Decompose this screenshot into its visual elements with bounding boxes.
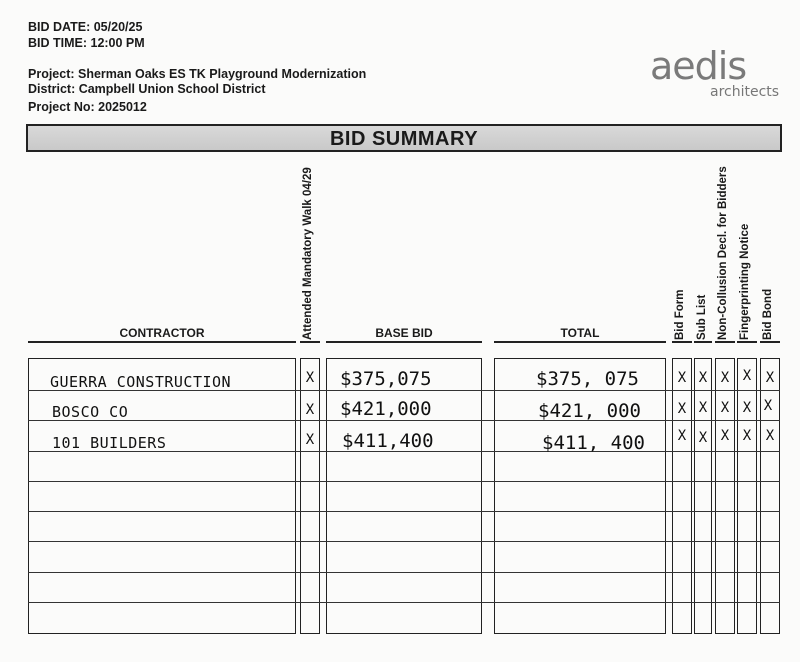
header-underline [760,341,780,343]
header-bid-bond: Bid Bond [762,288,774,340]
total-amount: $411, 400 [542,432,645,454]
project-number: Project No: 2025012 [28,100,147,114]
walk-check: X [305,432,315,448]
total-amount: $421, 000 [538,400,641,422]
base-bid-amount: $411,400 [342,430,434,452]
sub-list-check: X [698,400,708,416]
logo-wordmark: aedis [650,44,747,88]
base-bid-amount: $421,000 [340,398,432,420]
header-sub-list: Sub List [696,294,708,340]
bid-bond-check: X [763,398,773,414]
bid-bond-check: X [765,428,775,444]
bid-date: BID DATE: 05/20/25 [28,20,143,34]
fingerprinting-check: X [742,368,752,384]
header-underline [326,341,482,343]
contractor-column [28,358,296,634]
bid-bond-check: X [765,370,775,386]
header-underline [300,341,320,343]
walk-check: X [305,402,315,418]
header-underline [715,341,735,343]
header-underline [737,341,757,343]
non-collusion-check: X [720,428,730,444]
bid-form-check: X [677,370,687,386]
row-divider [28,572,780,573]
bid-form-check: X [677,428,687,444]
base-bid-amount: $375,075 [340,368,432,390]
header-underline [494,341,666,343]
header-underline [694,341,712,343]
non-collusion-check: X [720,400,730,416]
walk-check: X [305,370,315,386]
contractor-name: GUERRA CONSTRUCTION [50,373,232,391]
walk-column [300,358,320,634]
title-bar [26,124,782,152]
row-divider [28,511,780,512]
row-divider [28,420,780,421]
contractor-name: 101 BUILDERS [52,434,167,452]
aedis-logo [650,44,780,104]
header-underline [28,341,296,343]
district-name: District: Campbell Union School District [28,82,266,96]
header-total: TOTAL [560,326,600,340]
fingerprinting-check: X [742,428,752,444]
header-fingerprinting: Fingerprinting Notice [739,223,751,340]
header-underline [672,341,692,343]
bid-form-column [672,358,692,634]
project-name: Project: Sherman Oaks ES TK Playground Modernization [28,67,367,81]
sub-list-check: X [698,370,708,386]
header-bid-form: Bid Form [674,289,686,340]
header-non-collusion: Non-Collusion Decl. for Bidders [717,166,729,340]
bid-time: BID TIME: 12:00 PM [28,36,145,50]
header-contractor: CONTRACTOR [119,326,205,340]
bid-form-check: X [677,401,687,417]
non-collusion-check: X [720,370,730,386]
fingerprinting-check: X [742,400,752,416]
total-amount: $375, 075 [536,368,639,390]
row-divider [28,481,780,482]
sub-list-check: X [698,430,708,446]
row-divider [28,602,780,603]
page-title: BID SUMMARY [329,128,479,150]
header-base-bid: BASE BID [375,326,433,340]
contractor-name: BOSCO CO [52,403,129,421]
row-divider [28,541,780,542]
header-walk: Attended Mandatory Walk 04/29 [302,167,314,340]
logo-subtitle: architects [710,84,780,100]
